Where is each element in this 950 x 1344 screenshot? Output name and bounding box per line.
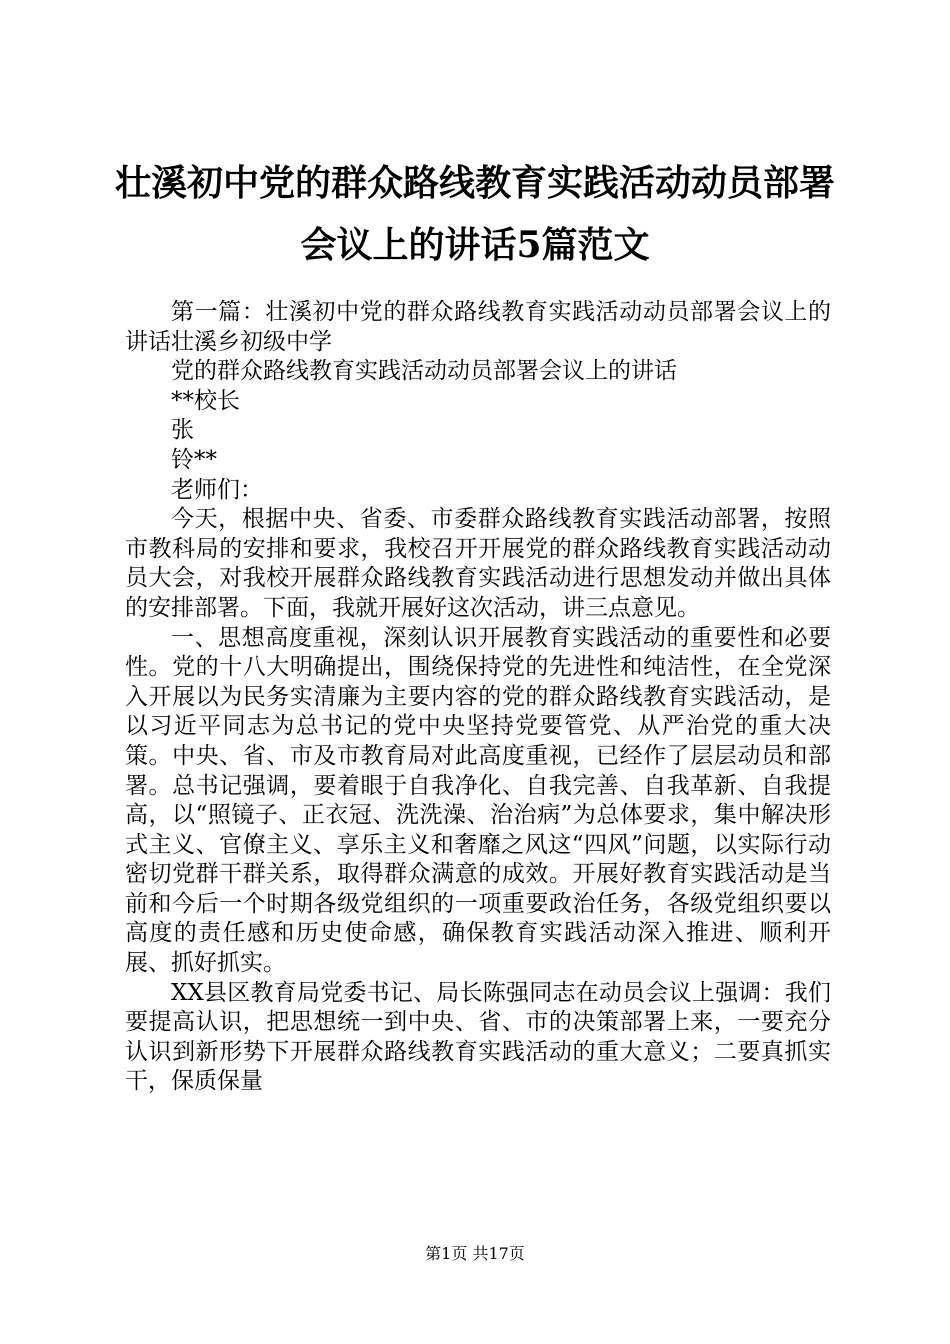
paragraph-salutation: 老师们： bbox=[171, 476, 263, 503]
document-title-line-1: 壮溪初中党的群众路线教育实践活动动员部署 bbox=[114, 162, 835, 204]
paragraph-speaker-name-2: 铃** bbox=[171, 446, 217, 473]
document-body bbox=[125, 298, 831, 1097]
paragraph-speaker-role: **校长 bbox=[171, 387, 240, 414]
paragraph-county-bureau: XX县区教育局党委书记、局长陈强同志在动员会议上强调：我们要提高认识，把思想统一到中央、省、市的决策部署上来，一要充分认识到新形势下开展群众路线教育实践活动的重大意义；二要真抓实干，保质保量 bbox=[125, 979, 831, 1095]
paragraph-speaker-name-1: 张 bbox=[171, 417, 194, 444]
paragraph-chapter-heading: 第一篇：壮溪初中党的群众路线教育实践活动动员部署会议上的讲话壮溪乡初级中学 bbox=[125, 299, 831, 355]
paragraph-intro: 今天，根据中央、省委、市委群众路线教育实践活动部署，按照市教科局的安排和要求，我校召开开展党的群众路线教育实践活动动员大会，对我校开展群众路线教育实践活动进行思想发动并做出具体的安排部署。下面，我就开展好这次活动，讲三点意见。 bbox=[125, 506, 831, 621]
paragraph-point-one: 一、思想高度重视，深刻认识开展教育实践活动的重要性和必要性。党的十八大明确提出，围绕保持党的先进性和纯洁性，在全党深入开展以为民务实清廉为主要内容的党的群众路线教育实践活动，是以习近平同志为总书记的党中央坚持党要管党、从严治党的重大决策。中央、省、市及市教育局对此高度重视，已经作了层层动员和部署。总书记强调，要着眼于自我净化、自我完善、自我革新、自我提高，以“照镜子、正衣冠、洗洗澡、治治病”为总体要求，集中解决形式主义、官僚主义、享乐主义和奢靡之风这“四风”问题，以实际行动密切党群干群关系，取得群众满意的成效。开展好教育实践活动是当前和今后一个时期各级党组织的一项重要政治任务，各级党组织要以高度的责任感和历史使命感，确保教育实践活动深入推进、顺利开展、抓好抓实。 bbox=[125, 624, 831, 977]
paragraph-speech-title: 党的群众路线教育实践活动动员部署会议上的讲话 bbox=[171, 358, 677, 385]
document-title-line-2: 会议上的讲话5篇范文 bbox=[300, 224, 650, 266]
page-footer: 第1页 共17页 bbox=[425, 1244, 525, 1263]
